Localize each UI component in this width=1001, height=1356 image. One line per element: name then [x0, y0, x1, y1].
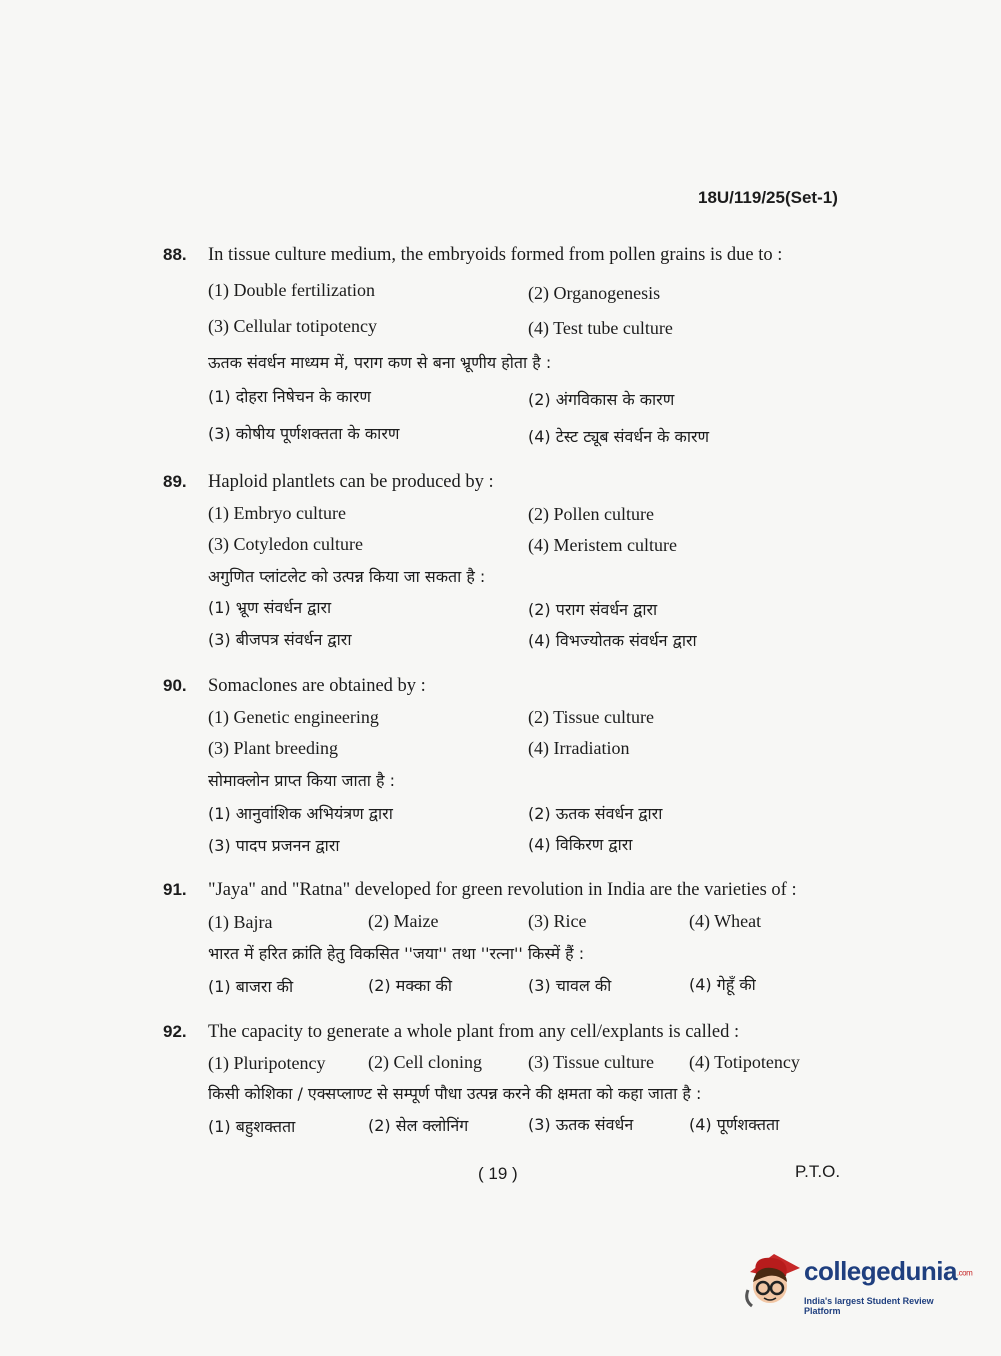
question-text-hi: भारत में हरित क्रांति हेतु विकसित ''जया'' तथा ''रत्ना'' किस्में हैं :: [208, 944, 585, 963]
logo-wordmark: collegedunia.com: [804, 1256, 973, 1286]
option-en-4: (4) Irradiation: [528, 738, 630, 758]
logo-tagline: India's largest Student Review Platform: [804, 1296, 934, 1316]
option-hi-2: (2) अंगविकास के कारण: [528, 390, 675, 409]
option-hi-3: (3) कोषीय पूर्णशक्तता के कारण: [208, 424, 400, 443]
option-en-4: (4) Meristem culture: [528, 535, 677, 555]
question-text-en: Haploid plantlets can be produced by :: [208, 472, 494, 492]
option-hi-3: (3) ऊतक संवर्धन: [528, 1115, 634, 1134]
option-hi-1: (1) बाजरा की: [208, 977, 294, 996]
question-text-en: The capacity to generate a whole plant from any cell/explants is called :: [208, 1022, 740, 1042]
option-hi-4: (4) पूर्णशक्तता: [689, 1115, 780, 1134]
option-en-3: (3) Cotyledon culture: [208, 534, 363, 554]
question-text-hi: सोमाक्लोन प्राप्त किया जाता है :: [208, 771, 396, 790]
question-number: 89.: [163, 472, 187, 491]
option-hi-4: (4) टेस्ट ट्यूब संवर्धन के कारण: [528, 427, 710, 446]
option-hi-4: (4) विकिरण द्वारा: [528, 835, 633, 854]
option-en-2: (2) Pollen culture: [528, 504, 654, 524]
option-en-4: (4) Wheat: [689, 911, 762, 931]
option-hi-3: (3) बीजपत्र संवर्धन द्वारा: [208, 630, 352, 649]
option-en-4: (4) Test tube culture: [528, 318, 673, 338]
option-en-3: (3) Tissue culture: [528, 1052, 654, 1072]
option-hi-3: (3) चावल की: [528, 976, 612, 995]
question-number: 91.: [163, 880, 187, 899]
page-number: ( 19 ): [478, 1164, 518, 1183]
question-text-hi: ऊतक संवर्धन माध्यम में, पराग कण से बना भ्रूणीय होता है :: [208, 353, 552, 372]
question-number: 88.: [163, 245, 187, 264]
option-hi-2: (2) मक्का की: [368, 976, 452, 995]
mascot-icon: [742, 1250, 802, 1312]
option-en-1: (1) Double fertilization: [208, 280, 375, 300]
option-en-2: (2) Maize: [368, 911, 439, 931]
option-en-3: (3) Rice: [528, 911, 587, 931]
option-en-1: (1) Pluripotency: [208, 1053, 326, 1073]
option-hi-1: (1) आनुवांशिक अभियंत्रण द्वारा: [208, 804, 393, 823]
option-en-3: (3) Cellular totipotency: [208, 316, 377, 336]
option-en-1: (1) Bajra: [208, 912, 273, 932]
question-text-hi: अगुणित प्लांटलेट को उत्पन्न किया जा सकता है :: [208, 567, 486, 586]
option-hi-1: (1) बहुशक्तता: [208, 1117, 296, 1136]
option-hi-2: (2) पराग संवर्धन द्वारा: [528, 600, 658, 619]
option-en-2: (2) Cell cloning: [368, 1052, 482, 1072]
collegedunia-logo: [742, 1250, 972, 1320]
option-en-4: (4) Totipotency: [689, 1052, 800, 1072]
question-text-en: "Jaya" and "Ratna" developed for green revolution in India are the varieties of :: [208, 880, 797, 900]
question-text-hi: किसी कोशिका / एक्सप्लाण्ट से सम्पूर्ण पौधा उत्पन्न करने की क्षमता को कहा जाता है :: [208, 1084, 702, 1103]
option-en-1: (1) Genetic engineering: [208, 707, 379, 727]
option-hi-1: (1) दोहरा निषेचन के कारण: [208, 387, 371, 406]
paper-code: 18U/119/25(Set-1): [698, 188, 838, 207]
option-en-2: (2) Organogenesis: [528, 283, 661, 303]
option-hi-2: (2) ऊतक संवर्धन द्वारा: [528, 804, 663, 823]
option-hi-1: (1) भ्रूण संवर्धन द्वारा: [208, 598, 332, 617]
option-en-1: (1) Embryo culture: [208, 503, 346, 523]
option-en-2: (2) Tissue culture: [528, 707, 654, 727]
option-hi-4: (4) गेहूँ की: [689, 975, 756, 994]
logo-com: .com: [956, 1268, 973, 1278]
option-hi-4: (4) विभज्योतक संवर्धन द्वारा: [528, 631, 697, 650]
option-hi-2: (2) सेल क्लोनिंग: [368, 1116, 469, 1135]
option-en-3: (3) Plant breeding: [208, 738, 338, 758]
question-number: 90.: [163, 676, 187, 695]
question-text-en: Somaclones are obtained by :: [208, 676, 426, 696]
pto-label: P.T.O.: [795, 1162, 841, 1181]
question-text-en: In tissue culture medium, the embryoids formed from pollen grains is due to :: [208, 245, 783, 265]
option-hi-3: (3) पादप प्रजनन द्वारा: [208, 836, 340, 855]
question-number: 92.: [163, 1022, 187, 1041]
